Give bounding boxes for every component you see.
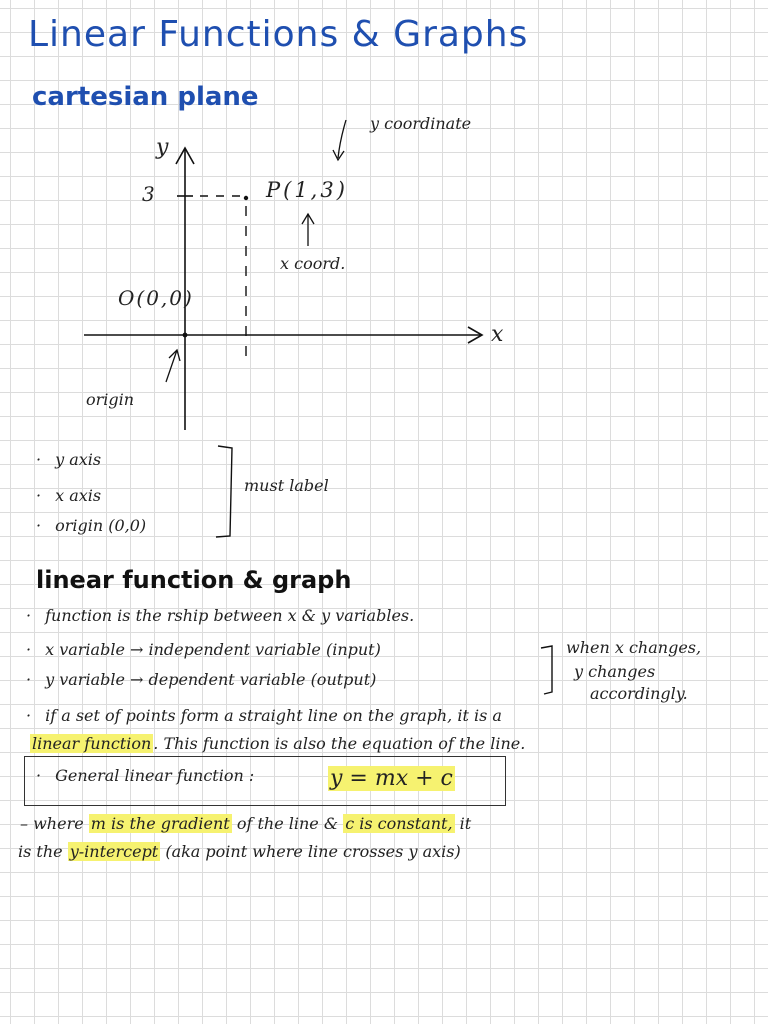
line-x-variable: · x variable → independent variable (input) <box>26 640 381 659</box>
highlight-linear-function: linear function <box>32 734 152 753</box>
side-note-line-3: accordingly. <box>590 684 688 703</box>
side-note-line-2: y changes <box>574 662 656 681</box>
is-the-text: is the <box>18 842 63 861</box>
of-line-text: of the line & <box>236 814 339 833</box>
line-function-definition: · function is the rship between x & y variables. <box>26 606 414 625</box>
point-p <box>244 196 248 200</box>
origin-note: origin <box>86 390 135 409</box>
highlight-constant: c is constant, <box>345 814 453 833</box>
origin-dot <box>183 333 188 338</box>
list-item-x-axis: · x axis <box>36 486 101 505</box>
side-note-line-1: when x changes, <box>566 638 702 657</box>
aka-text: (aka point where line crosses y axis) <box>165 842 461 861</box>
section-heading-cartesian: cartesian plane <box>32 82 259 112</box>
line-linear-function <box>30 734 525 753</box>
line-where-m: – where m is the gradient of the line & c is constant, it <box>20 814 472 833</box>
section-heading-linear: linear function & graph <box>36 566 352 594</box>
must-label-bracket <box>216 446 232 537</box>
line-straight-line: · if a set of points form a straight line on the graph, it is a <box>26 706 502 725</box>
line-y-variable: · y variable → dependent variable (output) <box>26 670 376 689</box>
it-text: it <box>459 814 472 833</box>
side-note-bracket <box>541 646 552 694</box>
must-label-note: must label <box>244 476 329 495</box>
line-linear-function-rest: . This function is also the equation of the line. <box>153 734 526 753</box>
general-equation: y = mx + c <box>330 766 453 791</box>
where-text: where <box>33 814 84 833</box>
general-function-label: · General linear function : <box>36 766 254 785</box>
tick-label-3: 3 <box>142 182 155 206</box>
list-item-origin: · origin (0,0) <box>36 516 146 535</box>
x-axis-label: x <box>491 322 504 347</box>
highlight-gradient: m is the gradient <box>90 814 230 833</box>
y-axis-label: y <box>156 135 169 160</box>
y-coord-arrow <box>338 120 346 158</box>
page-title: Linear Functions & Graphs <box>28 14 529 55</box>
line-y-intercept <box>18 842 461 861</box>
highlight-y-intercept: y-intercept <box>69 842 159 861</box>
list-item-y-axis: · y axis <box>36 450 101 469</box>
y-coordinate-note: y coordinate <box>370 114 472 133</box>
point-label: P(1,3) <box>266 178 348 202</box>
x-coord-note: x coord. <box>280 254 346 273</box>
origin-coord-label: O(0,0) <box>118 286 194 310</box>
